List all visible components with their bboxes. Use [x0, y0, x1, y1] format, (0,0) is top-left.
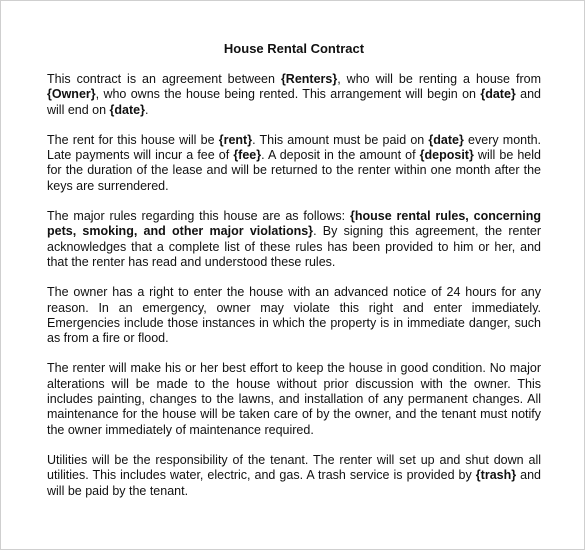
text-segment: will be held for the duration of the lease and will be returned to the renter within one month after the keys are surrendered.: [47, 148, 541, 193]
placeholder-renters: {Renters}: [280, 72, 338, 86]
placeholder-trash: {trash}: [475, 468, 517, 483]
placeholder-rent: {rent}: [218, 132, 253, 147]
text-segment: every month. Late payments will incur a fee of: [47, 132, 542, 163]
paragraph-agreement: [47, 72, 541, 118]
text-segment: . By signing this agreement, the renter acknowledges that a complete list of these rules has been provided to him or her, and that the renter has read and understood these rules.: [47, 224, 541, 269]
text-segment: The renter will make his or her best effort to keep the house in good condition. No major alterations will be made to the house without prior discussion with the owner. This includes painting, changes to the lawns, and installation of any permanent changes. All maintenance for the house will be taken care of by the owner, and the tenant must notify the owner immediately of maintenance required.: [47, 361, 541, 437]
placeholder-start-date: {date}: [480, 87, 516, 102]
paragraph-rules: [47, 209, 541, 270]
text-segment: and will end on: [47, 87, 541, 117]
text-segment: Utilities will be the responsibility of the tenant. The renter will set up and shut down all utilities. This includes water, electric, and gas. A trash service is provided by: [47, 452, 541, 483]
text-segment: .: [144, 102, 149, 117]
document-body: [47, 41, 541, 514]
document-title: House Rental Contract: [223, 41, 365, 56]
text-segment: and will be paid by the tenant.: [47, 468, 541, 498]
paragraph-entry-rights: [47, 285, 541, 346]
paragraph-maintenance: [47, 361, 541, 437]
placeholder-due-date: {date}: [428, 132, 464, 147]
placeholder-deposit: {deposit}: [419, 148, 474, 163]
paragraph-rent: [47, 133, 541, 194]
placeholder-owner: {Owner}: [47, 87, 96, 102]
placeholder-end-date: {date}: [109, 102, 145, 117]
text-segment: The major rules regarding this house are as follows:: [47, 209, 350, 224]
paragraph-utilities: [47, 453, 541, 499]
text-segment: , who owns the house being rented. This arrangement will begin on: [95, 87, 481, 102]
text-segment: . This amount must be paid on: [252, 132, 429, 147]
text-segment: The rent for this house will be: [47, 132, 219, 147]
text-segment: This contract is an agreement between: [47, 72, 281, 86]
text-segment: The owner has a right to enter the house with an advanced notice of 24 hours for any reason. In an emergency, owner may violate this right and enter immediately. Emergencies include those instances in which the property is in immediate danger, such as from a fire or flood.: [47, 285, 541, 346]
placeholder-fee: {fee}: [233, 148, 262, 163]
text-segment: . A deposit in the amount of: [261, 148, 420, 163]
placeholder-house-rules: {house rental rules, concerning pets, smoking, and other major violations}: [47, 209, 542, 239]
text-segment: , who will be renting a house from: [337, 72, 541, 86]
